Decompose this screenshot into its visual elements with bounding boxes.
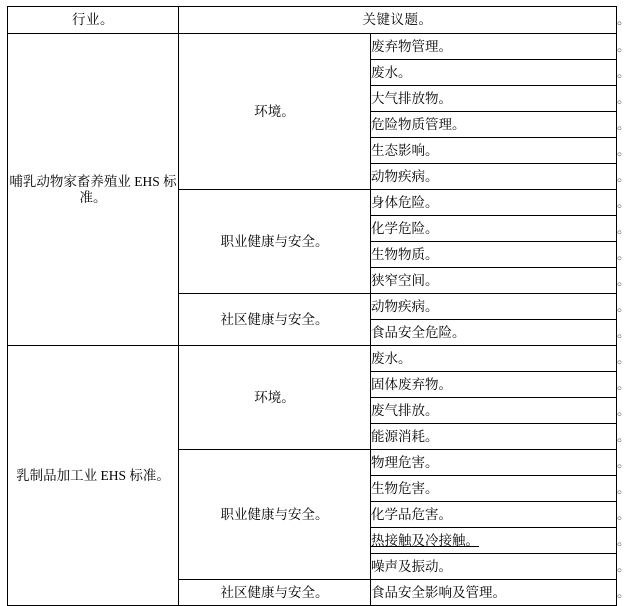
issue-cell xyxy=(371,112,617,138)
issue-cell xyxy=(371,346,617,372)
issue-text: 噪声及振动。 xyxy=(371,558,452,574)
issue-cell xyxy=(371,320,617,346)
issue-cell xyxy=(371,502,617,528)
issue-text: 生物危害。 xyxy=(371,480,439,496)
paragraph-mark: 。 xyxy=(617,350,631,366)
issue-text: 身体危险。 xyxy=(371,194,439,210)
paragraph-mark: 。 xyxy=(617,454,631,470)
issue-cell xyxy=(371,372,617,398)
paragraph-mark: 。 xyxy=(617,220,631,236)
paragraph-mark: 。 xyxy=(617,90,631,106)
issue-cell xyxy=(371,138,617,164)
issue-text: 热接触及冷接触。 xyxy=(371,532,479,548)
issue-text: 食品安全危险。 xyxy=(371,324,466,340)
issue-text: 废水。 xyxy=(371,350,412,366)
paragraph-mark: 。 xyxy=(617,480,631,496)
issue-cell xyxy=(371,528,617,554)
issue-cell xyxy=(371,60,617,86)
header-key-issues: 关键议题。 xyxy=(179,7,617,34)
issue-cell xyxy=(371,424,617,450)
category-label-2-3: 社区健康与安全。 xyxy=(179,580,371,606)
paragraph-mark: 。 xyxy=(617,532,631,548)
issue-cell xyxy=(371,554,617,580)
paragraph-mark: 。 xyxy=(617,168,631,184)
paragraph-mark: 。 xyxy=(617,324,631,340)
issue-cell xyxy=(371,242,617,268)
category-label-1-1: 环境。 xyxy=(179,34,371,190)
issue-text: 化学危险。 xyxy=(371,220,439,236)
issue-text: 危险物质管理。 xyxy=(371,116,466,132)
issue-cell xyxy=(371,294,617,320)
header-industry: 行业。 xyxy=(8,7,179,34)
paragraph-mark: 。 xyxy=(617,142,631,158)
issue-cell xyxy=(371,450,617,476)
issue-text: 物理危害。 xyxy=(371,454,439,470)
paragraph-mark: 。 xyxy=(617,376,631,392)
issue-cell xyxy=(371,398,617,424)
issue-text: 大气排放物。 xyxy=(371,90,452,106)
paragraph-mark: 。 xyxy=(617,298,631,314)
issue-cell xyxy=(371,190,617,216)
table-header-row xyxy=(8,7,635,34)
issue-cell xyxy=(371,580,617,606)
issue-text: 食品安全影响及管理。 xyxy=(371,584,506,600)
document-page xyxy=(0,6,640,600)
paragraph-mark: 。 xyxy=(617,116,631,132)
category-label-1-3: 社区健康与安全。 xyxy=(179,294,371,346)
paragraph-mark: 。 xyxy=(617,38,631,54)
issue-text: 动物疾病。 xyxy=(371,298,439,314)
issue-text: 狭窄空间。 xyxy=(371,272,439,288)
issue-text: 生物物质。 xyxy=(371,246,439,262)
issue-text: 能源消耗。 xyxy=(371,428,439,444)
issue-cell xyxy=(371,34,617,60)
industry-label-2: 乳制品加工业 EHS 标准。 xyxy=(8,346,179,606)
paragraph-mark: 。 xyxy=(617,428,631,444)
paragraph-mark: 。 xyxy=(617,194,631,210)
category-label-1-2: 职业健康与安全。 xyxy=(179,190,371,294)
issue-text: 废水。 xyxy=(371,64,412,80)
issue-cell xyxy=(371,268,617,294)
issue-text: 化学品危害。 xyxy=(371,506,452,522)
paragraph-mark: 。 xyxy=(617,64,631,80)
issue-cell xyxy=(371,86,617,112)
issue-cell xyxy=(371,164,617,190)
paragraph-mark: 。 xyxy=(617,558,631,574)
issue-text: 固体废弃物。 xyxy=(371,376,452,392)
ehs-standards-table xyxy=(7,6,635,606)
table-row xyxy=(8,34,635,60)
paragraph-mark: 。 xyxy=(617,246,631,262)
paragraph-mark: 。 xyxy=(617,506,631,522)
issue-text: 废弃物管理。 xyxy=(371,38,452,54)
table-row xyxy=(8,346,635,372)
paragraph-mark: 。 xyxy=(617,402,631,418)
industry-label-1: 哺乳动物家畜养殖业 EHS 标准。 xyxy=(8,34,179,346)
issue-text: 废气排放。 xyxy=(371,402,439,418)
category-label-2-2: 职业健康与安全。 xyxy=(179,450,371,580)
issue-text: 生态影响。 xyxy=(371,142,439,158)
issue-cell xyxy=(371,476,617,502)
issue-text: 动物疾病。 xyxy=(371,168,439,184)
paragraph-mark: 。 xyxy=(617,272,631,288)
paragraph-mark: 。 xyxy=(617,584,631,600)
issue-cell xyxy=(371,216,617,242)
category-label-2-1: 环境。 xyxy=(179,346,371,450)
header-paragraph-mark: 。 xyxy=(617,12,631,28)
